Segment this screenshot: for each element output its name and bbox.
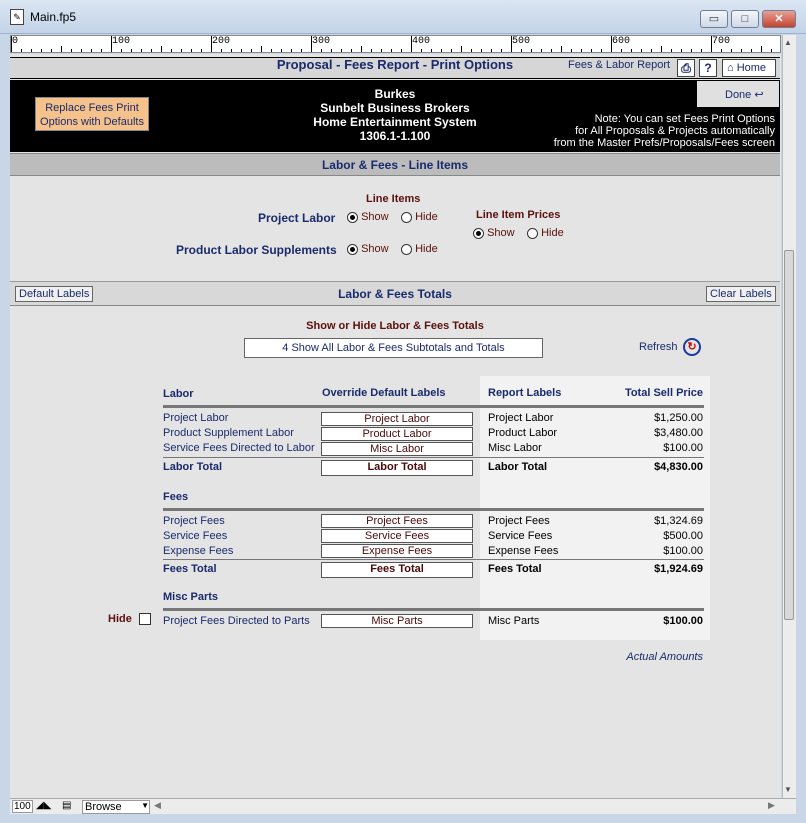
page-title: Proposal - Fees Report - Print Options [276,57,514,72]
price-value: $100.00 [663,442,703,454]
totals-section-title: Labor & Fees Totals [338,287,452,301]
report-label: Misc Labor [488,442,542,454]
supplements-show-radio[interactable] [347,243,389,255]
replace-defaults-button[interactable]: Replace Fees Print Options with Defaults [35,97,149,131]
override-label-input[interactable]: Misc Parts [321,614,473,628]
refresh-label[interactable]: Refresh [639,341,678,353]
line-items-label: Line Items [366,193,421,205]
window-title: Main.fp5 [30,10,77,24]
hide-label: Hide [415,211,438,223]
document-icon: ✎ [10,9,24,25]
status-bar [10,798,796,814]
report-subtitle: Fees & Labor Report [568,59,671,71]
radio-empty-icon [401,212,412,223]
row-label: Project Fees [163,515,225,527]
override-label-input[interactable]: Expense Fees [321,544,473,558]
minimize-button[interactable]: ▭ [700,10,728,28]
override-total-input[interactable]: Labor Total [321,460,473,476]
supplements-hide-radio[interactable] [401,243,438,255]
ruler-mark: 500 [512,36,531,47]
ruler-mark: 0 [12,36,19,47]
prices-hide-radio[interactable] [527,227,564,239]
proposal-number: 1306.1-1.100 [359,129,431,143]
project-labor-hide-radio[interactable] [401,211,438,223]
price-value: $100.00 [663,615,703,627]
fees-total-label: Fees Total [163,563,217,575]
labor-heading: Labor [163,388,194,400]
price-value: $1,250.00 [654,412,703,424]
scroll-left-arrow-icon[interactable]: ◀ [154,800,161,810]
scroll-right-arrow-icon[interactable]: ▶ [768,800,775,810]
rule [163,559,704,560]
clear-labels-button[interactable]: Clear Labels [706,286,776,302]
rule [163,508,704,511]
help-button[interactable]: ? [699,59,717,77]
rule [163,457,704,458]
override-label-input[interactable]: Project Labor [321,412,473,426]
price-value: $100.00 [663,545,703,557]
ruler-mark: 700 [712,36,731,47]
price-value: $500.00 [663,530,703,542]
ruler [10,35,781,53]
override-total-input[interactable]: Fees Total [321,562,473,578]
home-label: Home [736,62,767,74]
prices-show-radio[interactable] [473,227,515,239]
radio-selected-icon [473,228,484,239]
layout-content [10,54,781,798]
totals-section-header [10,282,780,306]
client-name: Burkes [374,87,416,101]
override-column-header: Override Default Labels [322,387,446,399]
ruler-mark: 400 [412,36,431,47]
radio-empty-icon [527,228,538,239]
rule [163,608,704,611]
row-label: Project Fees Directed to Parts [163,615,310,627]
override-label-input[interactable]: Misc Labor [321,442,473,456]
show-label: Show [361,211,389,223]
override-label-input[interactable]: Service Fees [321,529,473,543]
report-label: Project Labor [488,412,554,424]
radio-selected-icon [347,244,358,255]
show-label: Show [487,227,515,239]
return-arrow-icon: ↩ [754,89,764,101]
company-name: Sunbelt Business Brokers [320,101,470,115]
chevron-down-icon: ▼ [141,801,149,810]
ruler-mark: 300 [312,36,331,47]
report-label: Project Fees [488,515,550,527]
price-value: $1,324.69 [654,515,703,527]
hide-misc-checkbox[interactable] [139,613,151,625]
zoom-level[interactable]: 100 [14,801,31,812]
override-label-input[interactable]: Product Labor [321,427,473,441]
row-label: Service Fees Directed to Labor [163,442,315,454]
note-line: for All Proposals & Projects automatically [575,125,775,137]
override-label-input[interactable]: Project Fees [321,514,473,528]
ruler-mark: 600 [612,36,631,47]
note-line: Note: You can set Fees Print Options [594,113,775,125]
hide-label: Hide [541,227,564,239]
hide-label: Hide [415,243,438,255]
done-button[interactable] [697,81,779,107]
totals-display-dropdown[interactable]: 4 Show All Labor & Fees Subtotals and Totals [244,338,543,358]
labor-total-label: Labor Total [163,461,223,473]
row-label: Service Fees [163,530,228,542]
fees-heading: Fees [163,491,189,503]
ruler-mark: 200 [212,36,231,47]
show-hide-totals-label: Show or Hide Labor & Fees Totals [306,320,484,332]
fees-total-value: $1,924.69 [654,563,703,575]
product-labor-supplements-label: Product Labor Supplements [176,243,337,257]
scroll-down-arrow-icon[interactable]: ▼ [784,785,792,794]
status-toggle-icon[interactable]: ▤ [62,800,72,811]
report-label: Product Labor [488,427,558,439]
row-label: Product Supplement Labor [163,427,294,439]
title-bar [0,0,806,34]
scroll-up-arrow-icon[interactable]: ▲ [784,38,792,47]
report-label: Expense Fees [488,545,559,557]
hide-misc-label: Hide [108,613,132,625]
labor-total-value: $4,830.00 [654,461,703,473]
project-labor-show-radio[interactable] [347,211,389,223]
rule [163,405,704,408]
line-items-section-header: Labor & Fees - Line Items [10,153,780,176]
default-labels-button[interactable]: Default Labels [15,286,93,302]
report-label: Service Fees [488,530,553,542]
project-labor-label: Project Labor [258,211,336,225]
done-label: Done [725,89,752,101]
report-total-label: Labor Total [488,461,548,473]
refresh-icon[interactable]: ↻ [683,338,701,356]
home-button[interactable] [722,59,776,77]
print-icon[interactable]: ⎙ [677,59,695,77]
report-total-label: Fees Total [488,563,542,575]
scrollbar-thumb[interactable] [784,250,794,620]
actual-amounts-label: Actual Amounts [626,651,703,663]
mode-selector[interactable] [82,800,150,814]
show-label: Show [361,243,389,255]
radio-selected-icon [347,212,358,223]
system-name: Home Entertainment System [313,115,477,129]
note-line: from the Master Prefs/Proposals/Fees screen [553,137,775,149]
zoom-icon[interactable]: ◢◣ [36,800,52,811]
misc-parts-heading: Misc Parts [163,591,219,603]
radio-empty-icon [401,244,412,255]
ruler-mark: 100 [112,36,131,47]
price-value: $3,480.00 [654,427,703,439]
row-label: Expense Fees [163,545,234,557]
home-icon: ⌂ [727,62,737,74]
report-labels-column-header: Report Labels [488,387,562,399]
maximize-button[interactable]: □ [731,10,759,28]
total-sell-price-column-header: Total Sell Price [624,387,703,399]
line-item-prices-label: Line Item Prices [476,209,561,221]
row-label: Project Labor [163,412,229,424]
mode-label: Browse [85,801,122,813]
close-button[interactable]: ✕ [762,10,796,28]
report-label: Misc Parts [488,615,540,627]
